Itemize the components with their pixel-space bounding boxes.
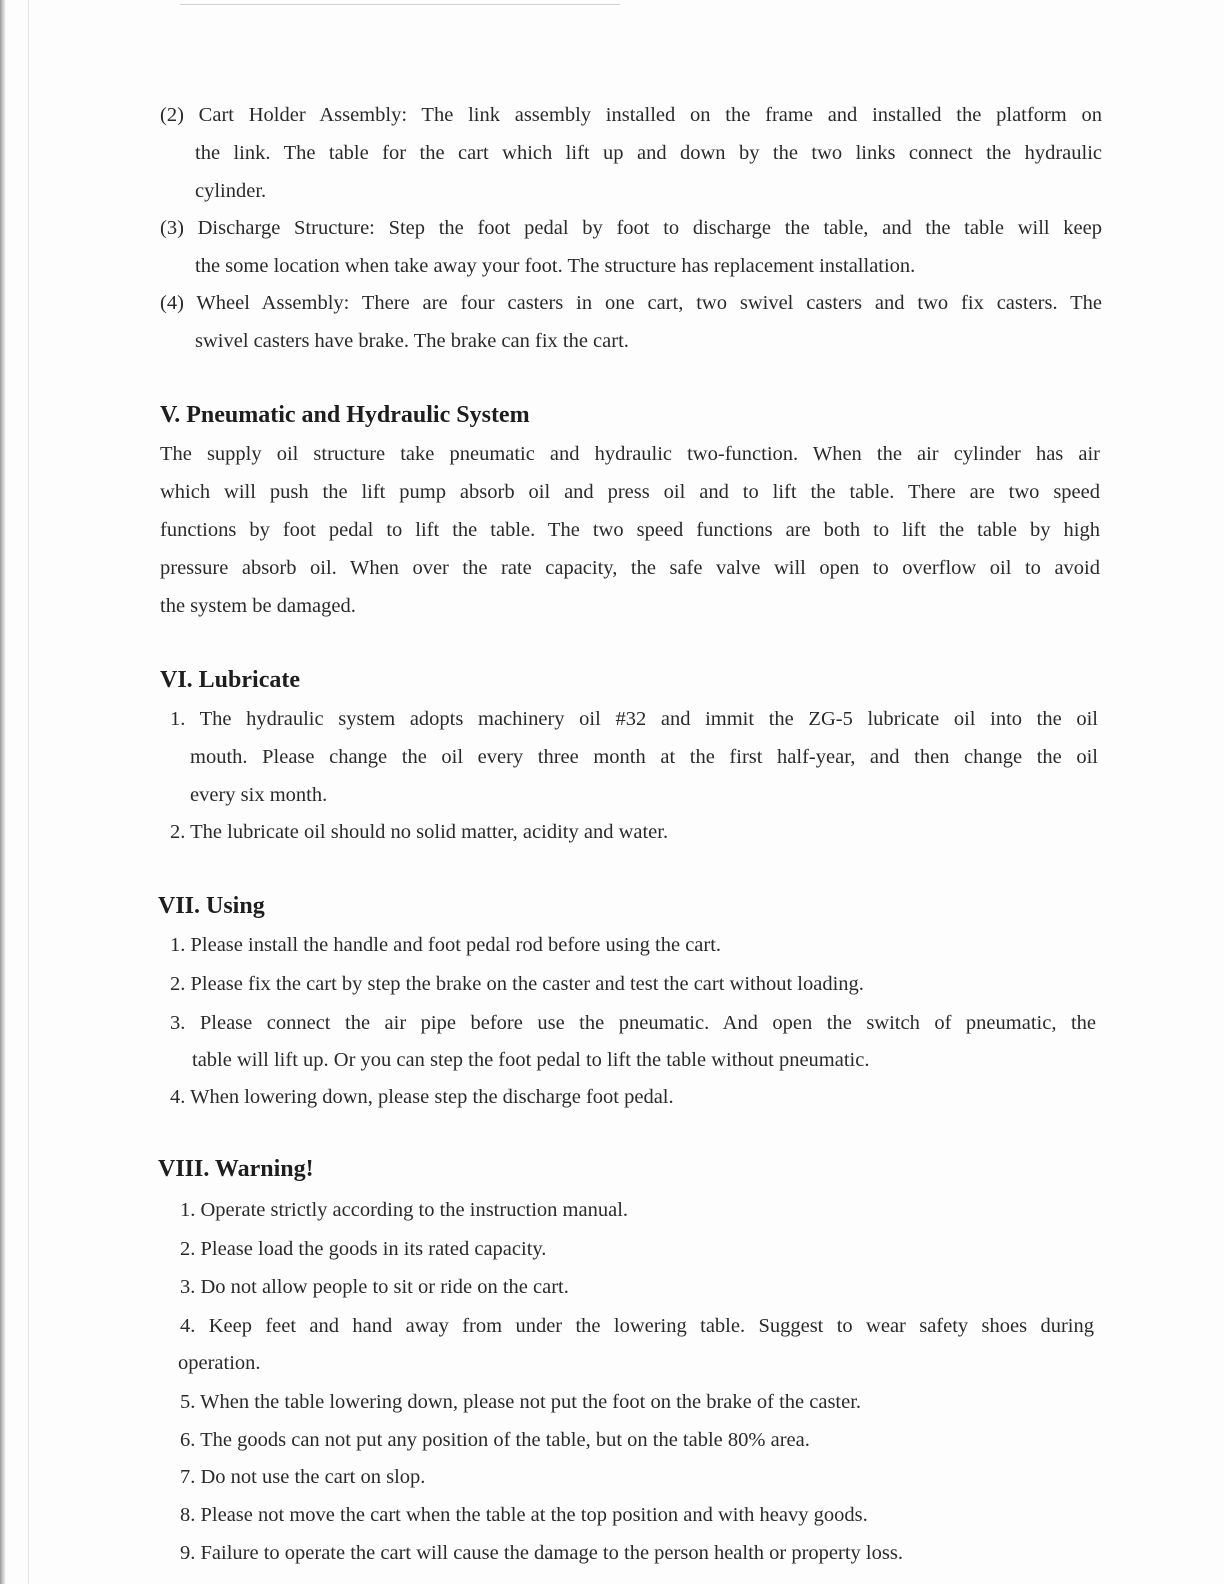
- text-line: 2. Please fix the cart by step the brake on the caster and test the cart without loading.: [170, 973, 864, 995]
- scan-edge-line: [28, 0, 29, 1584]
- text-line: 1. Please install the handle and foot pedal rod before using the cart.: [170, 934, 722, 956]
- text-line: 2. Please load the goods in its rated capacity.: [180, 1238, 547, 1260]
- text-line: 8. Please not move the cart when the table at the top position and with heavy goods.: [180, 1504, 868, 1526]
- text-line: (4) Wheel Assembly: There are four casters in one cart, two swivel casters and two fix casters. The: [160, 292, 1102, 314]
- text-line: 7. Do not use the cart on slop.: [180, 1466, 426, 1488]
- section-heading-viii: VIII. Warning!: [158, 1156, 314, 1182]
- text-line: table will lift up. Or you can step the foot pedal to lift the table without pneumatic.: [192, 1049, 870, 1071]
- section-heading-vi: VI. Lubricate: [160, 667, 300, 693]
- section-heading-v: V. Pneumatic and Hydraulic System: [160, 402, 530, 428]
- scan-edge-shadow: [0, 0, 6, 1584]
- text-line: the system be damaged.: [160, 595, 356, 617]
- text-line: 1. The hydraulic system adopts machinery oil #32 and immit the ZG-5 lubricate oil into the oil: [170, 708, 1098, 730]
- text-line: mouth. Please change the oil every three month at the first half-year, and then change the oil: [190, 746, 1098, 768]
- text-line: 6. The goods can not put any position of the table, but on the table 80% area.: [180, 1429, 810, 1451]
- text-line: 4. When lowering down, please step the discharge foot pedal.: [170, 1086, 674, 1108]
- text-line: which will push the lift pump absorb oil and press oil and to lift the table. There are two speed: [160, 481, 1100, 503]
- text-line: (3) Discharge Structure: Step the foot pedal by foot to discharge the table, and the table will keep: [160, 217, 1102, 239]
- text-line: functions by foot pedal to lift the table. The two speed functions are both to lift the table by high: [160, 519, 1100, 541]
- text-line: 1. Operate strictly according to the instruction manual.: [180, 1199, 629, 1221]
- text-line: swivel casters have brake. The brake can fix the cart.: [195, 330, 629, 352]
- text-line: (2) Cart Holder Assembly: The link assembly installed on the frame and installed the platform on: [160, 104, 1102, 126]
- text-line: cylinder.: [195, 180, 267, 202]
- text-line: pressure absorb oil. When over the rate capacity, the safe valve will open to overflow oil to avoid: [160, 557, 1100, 579]
- text-line: the some location when take away your foot. The structure has replacement installation.: [195, 255, 916, 277]
- text-line: 3. Please connect the air pipe before use the pneumatic. And open the switch of pneumatic, the: [170, 1012, 1096, 1034]
- text-line: 5. When the table lowering down, please not put the foot on the brake of the caster.: [180, 1391, 862, 1413]
- text-line: 4. Keep feet and hand away from under the lowering table. Suggest to wear safety shoes during: [180, 1315, 1094, 1337]
- section-heading-vii: VII. Using: [158, 893, 265, 919]
- text-line: 3. Do not allow people to sit or ride on the cart.: [180, 1276, 569, 1298]
- text-line: every six month.: [190, 784, 328, 806]
- text-line: 9. Failure to operate the cart will cause the damage to the person health or property loss.: [180, 1542, 903, 1564]
- text-line: the link. The table for the cart which lift up and down by the two links connect the hydraulic: [195, 142, 1102, 164]
- scan-top-line: [180, 4, 620, 5]
- text-line: 2. The lubricate oil should no solid matter, acidity and water.: [170, 821, 669, 843]
- text-line: The supply oil structure take pneumatic and hydraulic two-function. When the air cylinder has air: [160, 443, 1100, 465]
- text-line: operation.: [178, 1352, 261, 1374]
